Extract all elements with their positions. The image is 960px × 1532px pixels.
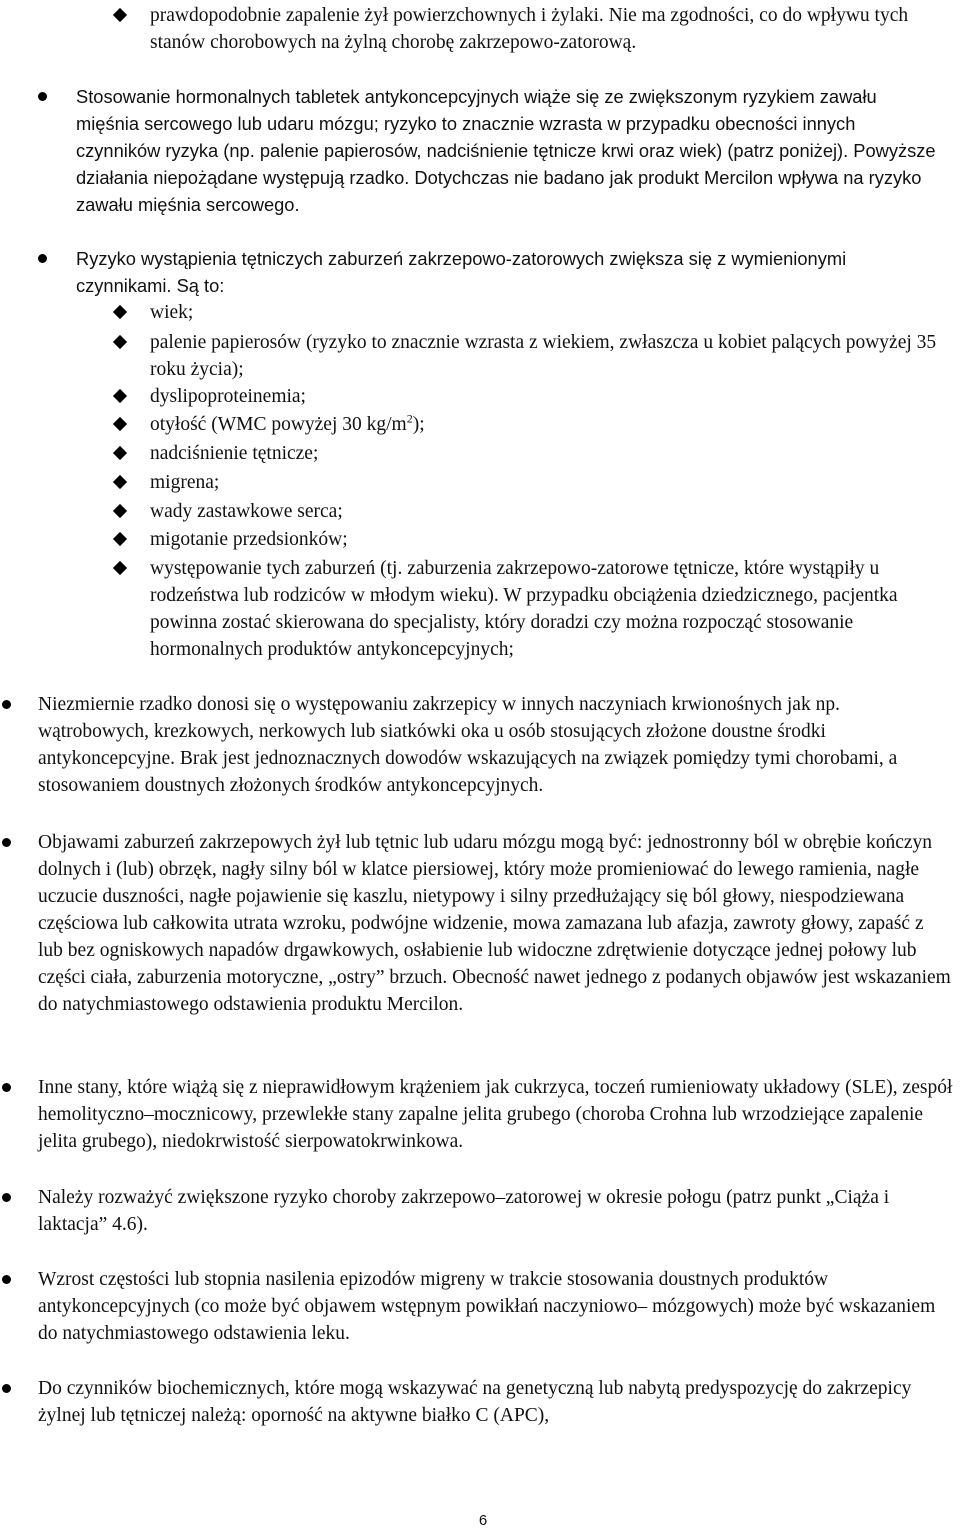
list-item bbox=[112, 2, 912, 56]
list-item-text: Niezmiernie rzadko donosi się o występowaniu zakrzepicy w innych naczyniach krwionośnych jak np. wątrobowych, krezkowych, nerkowych lub siatkówki oka u osób stosujących złożone doustne środki antykoncepcyjne. Brak jest jednoznacznych dowodów wskazujących na związek pomiędzy tymi chorobami, a stosowaniem doustnych złożonych środków antykoncepcyjnych. bbox=[38, 694, 898, 796]
list-item-text: palenie papierosów (ryzyko to znacznie wzrasta z wiekiem, zwłaszcza u kobiet palących powyżej 35 roku życia); bbox=[150, 332, 937, 380]
list-item-text: nadciśnienie tętnicze; bbox=[150, 443, 319, 464]
bullet-icon bbox=[2, 1275, 11, 1284]
list-item-text: Do czynników biochemicznych, które mogą wskazywać na genetyczną lub nabytą predyspozycję do zakrzepicy żylnej lub tętniczej należą: oporność na aktywne białko C (APC), bbox=[38, 1378, 912, 1426]
list-item bbox=[38, 83, 938, 218]
bullet-icon bbox=[2, 700, 11, 709]
list-item bbox=[2, 1375, 958, 1429]
list-item-text: Należy rozważyć zwiększone ryzyko choroby zakrzepowo–zatorowej w okresie połogu (patrz punkt „Ciąża i laktacja” 4.6). bbox=[38, 1187, 890, 1235]
bullet-icon bbox=[38, 92, 47, 101]
diamond-bullet-icon bbox=[113, 8, 127, 22]
list-item bbox=[112, 498, 942, 525]
diamond-bullet-icon bbox=[113, 389, 127, 403]
list-item-text: otyłość (WMC powyżej 30 $kg/m^2$); bbox=[150, 411, 425, 435]
list-item-text: migrena; bbox=[150, 472, 220, 493]
diamond-bullet-icon bbox=[113, 417, 127, 431]
list-item-text: migotanie przedsionków; bbox=[150, 529, 348, 550]
bullet-icon bbox=[38, 254, 47, 263]
diamond-bullet-icon bbox=[113, 335, 127, 349]
list-item bbox=[112, 329, 942, 383]
bullet-icon bbox=[2, 838, 11, 847]
list-item bbox=[2, 1074, 958, 1155]
list-item bbox=[112, 383, 942, 410]
list-item-text: Stosowanie hormonalnych tabletek antykoncepcyjnych wiąże się ze zwiększonym ryzykiem zawału mięśnia sercowego lub udaru mózgu; ryzyko to znacznie wzrasta w przypadku obecności innych czynników ryzyka (np. palenie papierosów, nadciśnienie tętnicze krwi oraz wiek) (patrz poniżej). Powyższe działania niepożądane występują rzadko. Dotychczas nie badano jak produkt Mercilon wpływa na ryzyko zawału mięśnia sercowego. bbox=[76, 86, 936, 215]
diamond-bullet-icon bbox=[113, 475, 127, 489]
list-item bbox=[2, 829, 952, 1018]
list-item-text: dyslipoproteinemia; bbox=[150, 386, 306, 407]
bullet-icon bbox=[2, 1083, 11, 1092]
list-item bbox=[112, 411, 942, 438]
diamond-bullet-icon bbox=[113, 305, 127, 319]
list-item-text: wady zastawkowe serca; bbox=[150, 501, 343, 522]
list-item bbox=[38, 245, 938, 299]
diamond-bullet-icon bbox=[113, 561, 127, 575]
list-item bbox=[2, 691, 952, 799]
list-item bbox=[112, 440, 942, 467]
list-item bbox=[112, 526, 942, 553]
list-item-text: prawdopodobnie zapalenie żył powierzchownych i żylaki. Nie ma zgodności, co do wpływu tych stanów chorobowych na żylną chorobę zakrzepowo-zatorową. bbox=[150, 5, 909, 53]
list-item-text: Inne stany, które wiążą się z nieprawidłowym krążeniem jak cukrzyca, toczeń rumieniowaty układowy (SLE), zespół hemolityczno–mocznicowy, przewlekłe stany zapalne jelita grubego (choroba Crohna lub wrzodziejące zapalenie jelita grubego), niedokrwistość sierpowatokrwinkowa. bbox=[38, 1077, 953, 1152]
list-item bbox=[112, 299, 942, 326]
bullet-icon bbox=[2, 1193, 11, 1202]
list-item-text: Wzrost częstości lub stopnia nasilenia epizodów migreny w trakcie stosowania doustnych produktów antykoncepcyjnych (co może być objawem wstępnym powikłań naczyniowo– mózgowych) może być wskazaniem do natychmiastowego odstawienia leku. bbox=[38, 1269, 936, 1344]
list-item-text: Ryzyko wystąpienia tętniczych zaburzeń zakrzepowo-zatorowych zwiększa się z wymienionymi czynnikami. Są to: bbox=[76, 248, 847, 296]
list-item bbox=[112, 555, 946, 663]
list-item bbox=[112, 469, 942, 496]
diamond-bullet-icon bbox=[113, 446, 127, 460]
diamond-bullet-icon bbox=[113, 532, 127, 546]
bullet-icon bbox=[2, 1384, 11, 1393]
page-number: 6 bbox=[478, 1512, 488, 1529]
list-item-text: występowanie tych zaburzeń (tj. zaburzenia zakrzepowo-zatorowe tętnicze, które wystąpiły u rodzeństwa lub rodziców w młodym wieku). W przypadku obciążenia dziedzicznego, pacjentka powinna zostać skierowana do specjalisty, który doradzi czy można rozpocząć stosowanie hormonalnych produktów antykoncepcyjnych; bbox=[150, 558, 898, 660]
diamond-bullet-icon bbox=[113, 504, 127, 518]
list-item-text: wiek; bbox=[150, 302, 194, 323]
list-item bbox=[2, 1184, 958, 1238]
list-item-text: Objawami zaburzeń zakrzepowych żył lub tętnic lub udaru mózgu mogą być: jednostronny ból w obrębie kończyn dolnych i (lub) obrzęk, nagły silny ból w klatce piersiowej, który może promieniować do lewego ramienia, nagłe uczucie duszności, nagłe pojawienie się kaszlu, nietypowy i silny przedłużający się ból głowy, niespodziewana częściowa lub całkowita utrata wzroku, podwójne widzenie, mowa zamazana lub afazja, zawroty głowy, zapaść z lub bez ogniskowych napadów drgawkowych, osłabienie lub widoczne zdrętwienie dotyczące jednej połowy lub części ciała, zaburzenia motoryczne, „ostry” brzuch. Obecność nawet jednego z podanych objawów jest wskazaniem do natychmiastowego odstawienia produktu Mercilon. bbox=[38, 832, 951, 1015]
list-item bbox=[2, 1266, 952, 1347]
